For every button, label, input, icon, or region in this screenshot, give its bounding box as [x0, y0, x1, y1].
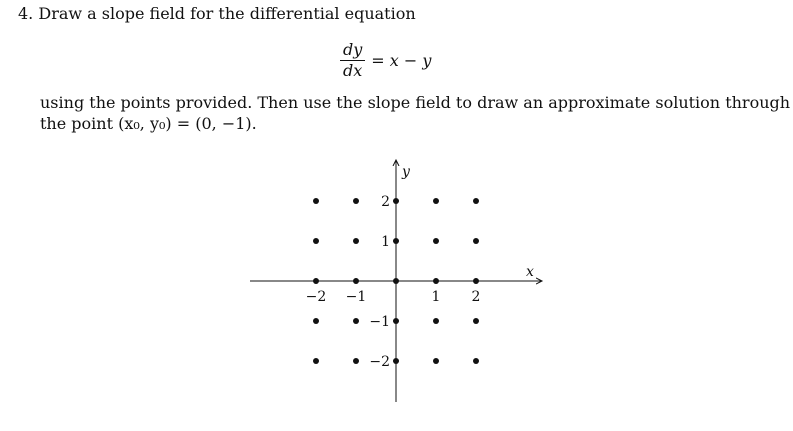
y-tick-label: 2 — [381, 194, 390, 210]
grid-point[interactable] — [353, 278, 359, 284]
grid-point[interactable] — [433, 198, 439, 204]
x-tick-label: 1 — [431, 289, 441, 305]
fraction-numerator: dy — [343, 39, 363, 59]
grid-point[interactable] — [393, 238, 399, 244]
x-tick-label: 2 — [471, 289, 481, 305]
y-tick-label: −1 — [369, 314, 390, 330]
x-tick-label: −2 — [305, 289, 327, 305]
problem-statement — [18, 4, 416, 24]
grid-point[interactable] — [473, 318, 479, 324]
grid-point[interactable] — [393, 318, 399, 324]
grid-point[interactable] — [473, 278, 479, 284]
y-tick-label: −2 — [369, 354, 390, 370]
grid-point[interactable] — [433, 358, 439, 364]
grid-point[interactable] — [433, 278, 439, 284]
tick-layer — [306, 194, 481, 370]
grid-point[interactable] — [473, 238, 479, 244]
instructions-line-2: the point (x₀, y₀) = (0, −1). — [40, 114, 257, 133]
grid-point[interactable] — [313, 198, 319, 204]
slope-field-figure — [240, 150, 550, 410]
grid-point[interactable] — [353, 198, 359, 204]
differential-equation — [340, 36, 431, 84]
grid-point[interactable] — [313, 238, 319, 244]
equation-rhs: = x − y — [371, 50, 432, 70]
grid-point[interactable] — [393, 358, 399, 364]
x-tick-label: −1 — [345, 289, 367, 305]
y-tick-label: 1 — [381, 234, 390, 250]
grid-point[interactable] — [433, 238, 439, 244]
grid-point[interactable] — [393, 278, 399, 284]
grid-point[interactable] — [433, 318, 439, 324]
grid-point[interactable] — [313, 318, 319, 324]
grid-point[interactable] — [353, 318, 359, 324]
instructions-line-1: using the points provided. Then use the slope field to draw an approximate solution through — [40, 93, 791, 112]
grid-point[interactable] — [313, 278, 319, 284]
grid-point[interactable] — [353, 238, 359, 244]
slope-field-graph — [240, 150, 550, 406]
derivative-fraction — [340, 41, 365, 80]
y-axis-label: y — [402, 164, 410, 180]
grid-point[interactable] — [473, 358, 479, 364]
grid-point[interactable] — [393, 198, 399, 204]
x-axis-label: x — [526, 264, 534, 280]
problem-prompt: Draw a slope field for the differential equation — [38, 4, 416, 23]
grid-point[interactable] — [473, 198, 479, 204]
instructions-paragraph — [40, 92, 791, 134]
fraction-denominator: dx — [343, 60, 363, 80]
grid-point[interactable] — [313, 358, 319, 364]
problem-number: 4. — [18, 4, 34, 23]
grid-point[interactable] — [353, 358, 359, 364]
